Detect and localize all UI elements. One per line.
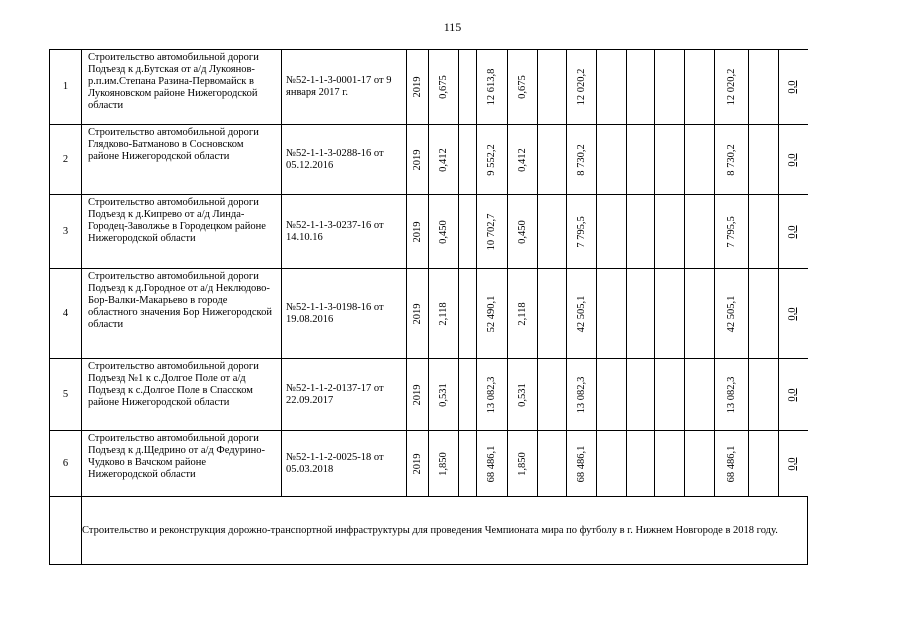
empty-cell xyxy=(749,195,779,269)
empty-cell xyxy=(538,431,567,497)
empty-cell xyxy=(597,269,627,359)
amount-cell: 13 082,3 xyxy=(567,359,597,431)
empty-cell xyxy=(685,431,715,497)
empty-cell xyxy=(627,359,655,431)
length-cell: 0,450 xyxy=(429,195,459,269)
footer-row xyxy=(50,497,808,565)
footer-index xyxy=(50,497,82,565)
object-name: Строительство автомобильной дороги Подъезд №1 к с.Долгое Поле от а/д Подъезд к с.Долгое Поле в Спасском районе Нижегородской области xyxy=(82,359,282,431)
object-name: Строительство автомобильной дороги Глядково-Батманово в Сосновском районе Нижегородской области xyxy=(82,125,282,195)
year-cell: 2019 xyxy=(407,431,429,497)
length2-cell: 2,118 xyxy=(508,269,538,359)
empty-cell xyxy=(597,359,627,431)
zero-cell: 0,0 xyxy=(779,50,808,125)
empty-cell xyxy=(749,50,779,125)
amount-cell: 7 795,5 xyxy=(567,195,597,269)
row-index: 3 xyxy=(50,195,82,269)
table-row xyxy=(50,50,808,125)
cost-cell: 68 486,1 xyxy=(477,431,508,497)
empty-cell xyxy=(655,195,685,269)
empty-cell xyxy=(597,125,627,195)
empty-cell xyxy=(627,195,655,269)
table-row xyxy=(50,269,808,359)
amount2-cell: 8 730,2 xyxy=(715,125,749,195)
empty-cell xyxy=(597,50,627,125)
object-name: Строительство автомобильной дороги Подъезд к д.Бутская от а/д Лукоянов-р.п.им.Степана Разина-Первомайск в Лукояновском районе Нижегородской области xyxy=(82,50,282,125)
length-cell: 2,118 xyxy=(429,269,459,359)
zero-cell: 0,0 xyxy=(779,431,808,497)
object-name: Строительство автомобильной дороги Подъезд к д.Кипрево от а/д Линда-Городец-Заволжье в Городецком районе Нижегородской области xyxy=(82,195,282,269)
table-row xyxy=(50,359,808,431)
object-name: Строительство автомобильной дороги Подъезд к д.Городное от а/д Неклюдово-Бор-Валки-Макарьево в городе областного значения Бор Нижегородской области xyxy=(82,269,282,359)
empty-cell xyxy=(597,431,627,497)
footer-text: Строительство и реконструкция дорожно-транспортной инфраструктуры для проведения Чемпионата мира по футболу в г. Нижнем Новгороде в 2018 году. xyxy=(82,497,808,565)
amount-cell: 12 020,2 xyxy=(567,50,597,125)
empty-cell xyxy=(749,431,779,497)
empty-cell xyxy=(459,195,477,269)
amount-cell: 42 505,1 xyxy=(567,269,597,359)
row-index: 2 xyxy=(50,125,82,195)
empty-cell xyxy=(685,359,715,431)
empty-cell xyxy=(538,269,567,359)
length2-cell: 0,531 xyxy=(508,359,538,431)
row-index: 6 xyxy=(50,431,82,497)
empty-cell xyxy=(685,125,715,195)
zero-cell: 0,0 xyxy=(779,195,808,269)
projects-table xyxy=(49,49,808,565)
length2-cell: 1,850 xyxy=(508,431,538,497)
page-number: 115 xyxy=(443,20,462,34)
amount-cell: 8 730,2 xyxy=(567,125,597,195)
object-name: Строительство автомобильной дороги Подъезд к д.Щедрино от а/д Федурино-Чудково в Вачском районе Нижегородской области xyxy=(82,431,282,497)
row-index: 5 xyxy=(50,359,82,431)
amount2-cell: 42 505,1 xyxy=(715,269,749,359)
empty-cell xyxy=(538,195,567,269)
year-cell: 2019 xyxy=(407,50,429,125)
length2-cell: 0,675 xyxy=(508,50,538,125)
empty-cell xyxy=(459,269,477,359)
amount-cell: 68 486,1 xyxy=(567,431,597,497)
empty-cell xyxy=(685,195,715,269)
empty-cell xyxy=(749,125,779,195)
empty-cell xyxy=(459,431,477,497)
cost-cell: 52 490,1 xyxy=(477,269,508,359)
empty-cell xyxy=(627,125,655,195)
length2-cell: 0,450 xyxy=(508,195,538,269)
year-cell: 2019 xyxy=(407,195,429,269)
amount2-cell: 7 795,5 xyxy=(715,195,749,269)
empty-cell xyxy=(538,359,567,431)
empty-cell xyxy=(538,125,567,195)
expertise-doc: №52-1-1-3-0198-16 от 19.08.2016 xyxy=(282,269,407,359)
expertise-doc: №52-1-1-3-0237-16 от 14.10.16 xyxy=(282,195,407,269)
empty-cell xyxy=(627,269,655,359)
length2-cell: 0,412 xyxy=(508,125,538,195)
year-cell: 2019 xyxy=(407,269,429,359)
amount2-cell: 68 486,1 xyxy=(715,431,749,497)
empty-cell xyxy=(685,269,715,359)
empty-cell xyxy=(459,50,477,125)
empty-cell xyxy=(627,431,655,497)
empty-cell xyxy=(655,269,685,359)
expertise-doc: №52-1-1-2-0025-18 от 05.03.2018 xyxy=(282,431,407,497)
cost-cell: 10 702,7 xyxy=(477,195,508,269)
row-index: 1 xyxy=(50,50,82,125)
empty-cell xyxy=(538,50,567,125)
empty-cell xyxy=(655,359,685,431)
amount2-cell: 12 020,2 xyxy=(715,50,749,125)
empty-cell xyxy=(597,195,627,269)
zero-cell: 0,0 xyxy=(779,125,808,195)
cost-cell: 9 552,2 xyxy=(477,125,508,195)
year-cell: 2019 xyxy=(407,125,429,195)
zero-cell: 0,0 xyxy=(779,359,808,431)
length-cell: 0,412 xyxy=(429,125,459,195)
expertise-doc: №52-1-1-2-0137-17 от 22.09.2017 xyxy=(282,359,407,431)
length-cell: 1,850 xyxy=(429,431,459,497)
empty-cell xyxy=(655,50,685,125)
cost-cell: 13 082,3 xyxy=(477,359,508,431)
zero-cell: 0,0 xyxy=(779,269,808,359)
amount2-cell: 13 082,3 xyxy=(715,359,749,431)
cost-cell: 12 613,8 xyxy=(477,50,508,125)
row-index: 4 xyxy=(50,269,82,359)
empty-cell xyxy=(749,359,779,431)
empty-cell xyxy=(685,50,715,125)
table-row xyxy=(50,195,808,269)
empty-cell xyxy=(459,359,477,431)
length-cell: 0,675 xyxy=(429,50,459,125)
year-cell: 2019 xyxy=(407,359,429,431)
expertise-doc: №52-1-1-3-0288-16 от 05.12.2016 xyxy=(282,125,407,195)
length-cell: 0,531 xyxy=(429,359,459,431)
table-row xyxy=(50,431,808,497)
expertise-doc: №52-1-1-3-0001-17 от 9 января 2017 г. xyxy=(282,50,407,125)
table-row xyxy=(50,125,808,195)
empty-cell xyxy=(459,125,477,195)
empty-cell xyxy=(655,431,685,497)
empty-cell xyxy=(749,269,779,359)
empty-cell xyxy=(655,125,685,195)
empty-cell xyxy=(627,50,655,125)
